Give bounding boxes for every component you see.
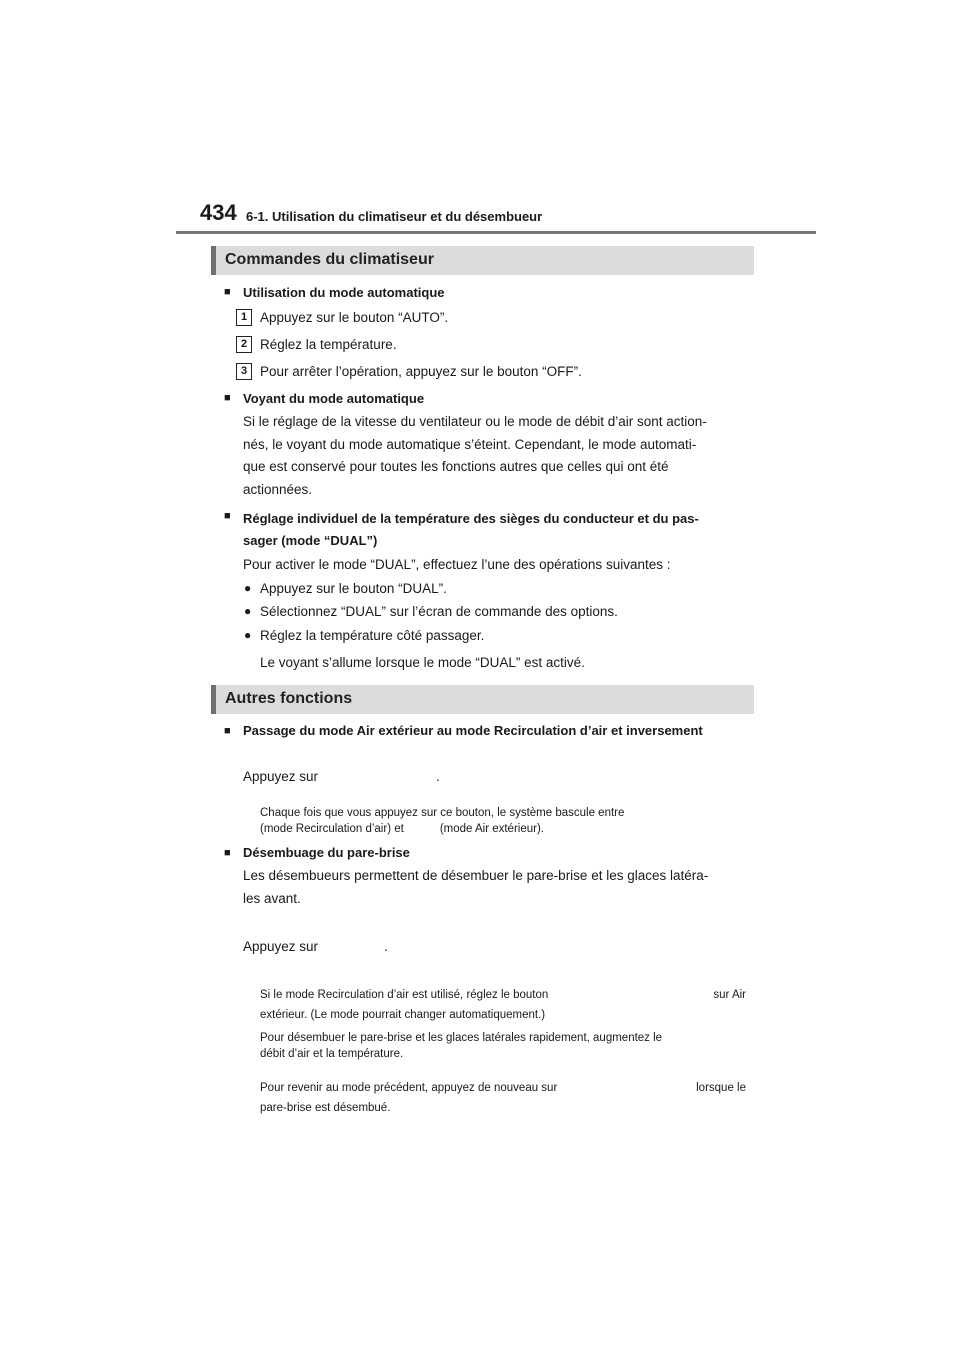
- note-line: Pour désembuer le pare-brise et les glaces latérales rapidement, augmentez le: [260, 1032, 663, 1044]
- subheading-recirc: Passage du mode Air extérieur au mode Recirculation d’air et inversement: [243, 723, 703, 738]
- punctuation: .: [384, 939, 388, 954]
- dual-note: Le voyant s’allume lorsque le mode “DUAL” est activé.: [260, 655, 585, 670]
- note-line: Chaque fois que vous appuyez sur ce bouton, le système bascule entre: [260, 807, 625, 819]
- paragraph-line: actionnées.: [243, 481, 313, 497]
- defog-note-3: [260, 1080, 746, 1116]
- note-text: sur Air: [713, 989, 746, 1001]
- recirc-note: [260, 805, 624, 837]
- round-bullet-icon: ●: [244, 628, 252, 642]
- paragraph-indicator: [243, 411, 743, 501]
- subheading-line: sager (mode “DUAL”): [243, 533, 378, 548]
- round-bullet-icon: ●: [244, 581, 252, 595]
- section-title-controls: Commandes du climatiseur: [225, 251, 434, 268]
- note-line: pare-brise est désembué.: [260, 1102, 391, 1114]
- defog-instruction: [243, 936, 388, 959]
- section-title-other: Autres fonctions: [225, 690, 353, 707]
- dual-intro: Pour activer le mode “DUAL”, effectuez l’une des opérations suivantes :: [243, 557, 671, 572]
- dual-bullet-3: Réglez la température côté passager.: [260, 628, 485, 643]
- step-number-1: 1: [236, 309, 252, 326]
- defog-note-2: [260, 1030, 746, 1062]
- note-text: Si le mode Recirculation d’air est utilisé, réglez le bouton: [260, 989, 549, 1001]
- square-bullet-icon: ■: [224, 286, 231, 298]
- dual-bullet-1: Appuyez sur le bouton “DUAL”.: [260, 581, 447, 596]
- recirc-instruction: [243, 766, 440, 789]
- paragraph-line: Les désembueurs permettent de désembuer le pare-brise et les glaces latéra-: [243, 868, 709, 883]
- round-bullet-icon: ●: [244, 604, 252, 618]
- square-bullet-icon: ■: [224, 510, 231, 522]
- subheading-line: Réglage individuel de la température des sièges du conducteur et du pas-: [243, 511, 699, 526]
- note-text: Pour revenir au mode précédent, appuyez de nouveau sur: [260, 1082, 558, 1094]
- step-number-2: 2: [236, 336, 252, 353]
- subheading-dual: [243, 508, 699, 552]
- note-line: [260, 1080, 746, 1096]
- step-text-3: Pour arrêter l’opération, appuyez sur le bouton “OFF”.: [260, 364, 582, 379]
- note-line: extérieur. (Le mode pourrait changer automatiquement.): [260, 1009, 546, 1021]
- subheading-indicator: Voyant du mode automatique: [243, 391, 425, 406]
- section-title-bar-other: [211, 685, 754, 714]
- note-text: (mode Recirculation d’air) et: [260, 823, 404, 835]
- instruction-text: Appuyez sur: [243, 769, 319, 784]
- square-bullet-icon: ■: [224, 847, 231, 859]
- instruction-text: Appuyez sur: [243, 939, 319, 954]
- punctuation: .: [436, 769, 440, 784]
- note-line: [260, 821, 624, 837]
- subheading-defog: Désembuage du pare-brise: [243, 845, 410, 860]
- note-text: (mode Air extérieur).: [439, 823, 544, 835]
- paragraph-line: Si le réglage de la vitesse du ventilateur ou le mode de débit d’air sont action-: [243, 414, 707, 429]
- dual-bullet-2: Sélectionnez “DUAL” sur l’écran de commande des options.: [260, 604, 618, 619]
- square-bullet-icon: ■: [224, 392, 231, 404]
- paragraph-line: les avant.: [243, 890, 301, 906]
- defog-note-1: [260, 987, 746, 1023]
- paragraph-line: nés, le voyant du mode automatique s’éteint. Cependant, le mode automati-: [243, 436, 697, 452]
- step-text-1: Appuyez sur le bouton “AUTO”.: [260, 310, 449, 325]
- square-bullet-icon: ■: [224, 725, 231, 737]
- paragraph-defog: [243, 865, 746, 910]
- running-title: 6-1. Utilisation du climatiseur et du désembueur: [246, 209, 543, 224]
- note-line: débit d’air et la température.: [260, 1048, 404, 1060]
- step-text-2: Réglez la température.: [260, 337, 397, 352]
- section-title-bar-controls: [211, 246, 754, 275]
- note-line: [260, 987, 746, 1003]
- note-text: lorsque le: [696, 1082, 746, 1094]
- header-rule: [176, 231, 816, 234]
- page-number: 434: [200, 200, 237, 225]
- step-number-3: 3: [236, 363, 252, 380]
- subheading-auto-mode: Utilisation du mode automatique: [243, 285, 445, 300]
- paragraph-line: que est conservé pour toutes les fonctions autres que celles qui ont été: [243, 459, 669, 474]
